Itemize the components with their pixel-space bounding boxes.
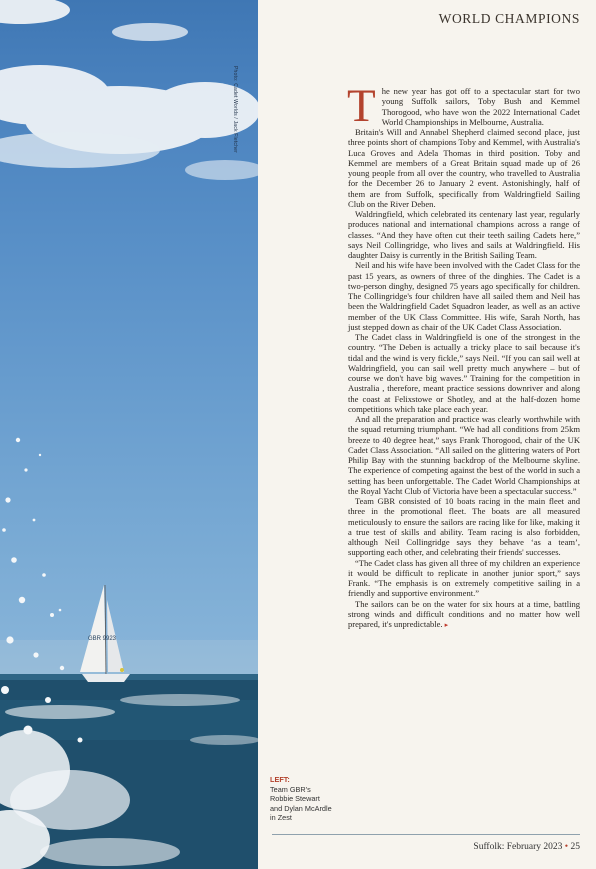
article-paragraph-4: Neil and his wife have been involved with the Cadet Class for the past 15 years, as owners of three of the dinghies. The Cadet is a two-person dinghy, designed 75 years ago specifically for children. The Collingridge's four children have all sailed them and Neil has been the Waldringfield Cadet Squadron leader, as well as an active member of the UK Class Committee. His wife, Sarah North, has just stepped down as chair of the UK Cadet Class Association. [348, 260, 580, 332]
dinghy [80, 585, 130, 682]
article-body [347, 80, 580, 630]
article-paragraph-9 [348, 599, 580, 631]
drop-cap: T [347, 80, 376, 132]
article-paragraph-3: Waldringfield, which celebrated its centenary last year, regularly produces national and international champions across a range of classes. “And they have often cut their teeth sailing Cadets here,” says Neil Collingridge, who lives and sails at Waldringfield. His daughter Daisy is currently in the British Sailing Team. [348, 209, 580, 260]
photo-caption [270, 775, 334, 823]
sail-number: GBR 9923 [88, 636, 117, 642]
article-paragraph-7: Team GBR consisted of 10 boats racing in the main fleet and three in the promotional fleet. The boats are all measured meticulously to ensure the sailors are racing like for like, making it a true test of skills and ability. Team racing is also forbidden, although Neil Collingridge says they behave ‘as a team’, supporting each other, and celebrating their friends' successes. [348, 496, 580, 558]
page-number: 25 [570, 842, 580, 852]
caption-label: LEFT: [270, 775, 290, 784]
article-paragraph-5: The Cadet class in Waldringfield is one of the strongest in the country. “The Deben is actually a tricky place to sail because it's tidal and the wind is very fickle,” says Neil. “If you can sail well at Waldringfield, you can sail well pretty much anywhere – but of course we don't have big waves.” Training for the competition in Australia , therefore, meant practice sessions downriver and along the coast at Felixstowe or Shotley, and at the half-dozen home competitions which take place each year. [348, 332, 580, 414]
section-heading: WORLD CHAMPIONS [438, 11, 580, 26]
caption-text: Team GBR's Robbie Stewart and Dylan McArdle in Zest [270, 784, 332, 823]
article-paragraph-1 [347, 80, 580, 132]
paragraph-text: he new year has got off to a spectacular start for two young Suffolk sailors, Toby Bush and Kemmel Thorogood, who have won the 2022 International Cadet World Championships in Melbourne, Australia. [381, 86, 580, 127]
page-footer [430, 842, 580, 852]
article-paragraph-6: And all the preparation and practice was clearly worthwhile with the squad returning triumphant. “We had all conditions from 25km breeze to 40 degree heat,” says Frank Thorogood, chair of the UK Cadet Class Association. “All sailed on the glittering waters of Port Philip Bay with the stunning backdrop of the Melbourne skyline. The experience of competing against the best of the world in such a setting has been unforgettable. The Cadet World Championships at the Royal Yacht Club of Victoria have been a spectacular success.” [348, 414, 580, 496]
magazine-issue: Suffolk: February 2023 [473, 842, 563, 852]
article-paragraph-2: Britain's Will and Annabel Shepherd claimed second place, just three points short of champions Toby and Kemmel, with Australia's Luca Groves and Adela Thomas in third position. Toby and Kemmel are members of a Great Britain squad made up of 26 young people from all over the country, who travelled to Australia for the December 26 to January 2 event. Astonishingly, half of them are from Suffolk, specifically from Waldringfield Sailing Club on the River Deben. [348, 127, 580, 209]
paragraph-text: The sailors can be on the water for six hours at a time, battling strong winds and difficult conditions and no matter how well prepared, it's unpredictable. [348, 598, 580, 629]
continue-arrow-icon: ▸ [444, 621, 449, 629]
footer-rule [272, 834, 580, 835]
bullet-separator: • [564, 842, 569, 852]
photo-credit: Photo: Cadet Worlds / Jack Fletcher [232, 66, 238, 153]
clouds [0, 0, 258, 180]
sailing-scene-illustration [0, 0, 258, 869]
cover-photo [0, 0, 258, 869]
article-paragraph-8: “The Cadet class has given all three of my children an experience it would be difficult to replicate in another junior sport,” says Frank. “The emphasis is on extremely competitive sailing in a friendly and supportive environment.” [348, 557, 580, 599]
